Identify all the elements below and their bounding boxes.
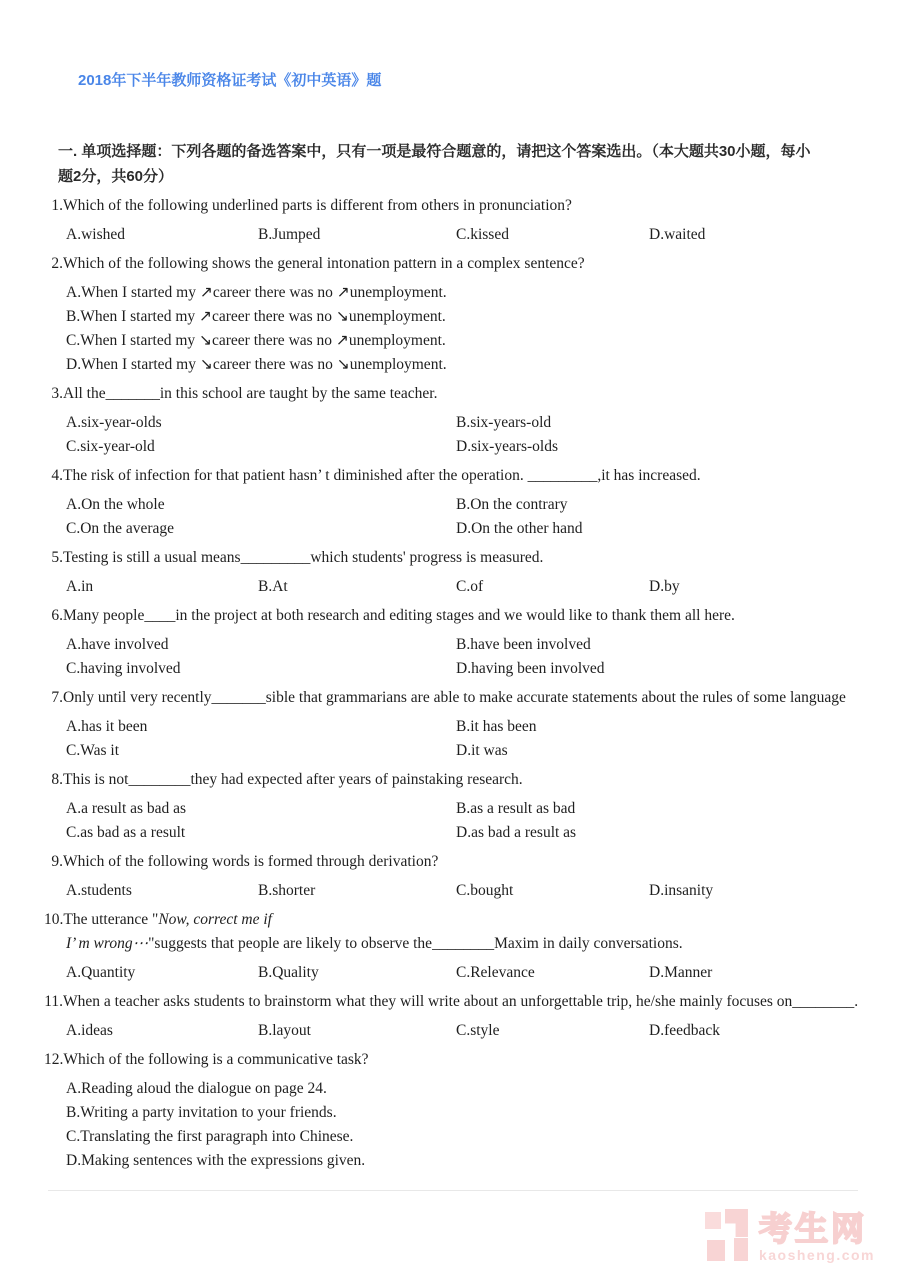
options-row	[0, 961, 900, 985]
option-a: A.a result as bad as	[66, 800, 187, 817]
question-text: "suggests that people are likely to observe the________Maxim in daily conversations.	[148, 935, 683, 952]
question-stem	[0, 1048, 900, 1072]
question-number: 8.	[51, 771, 63, 788]
question-stem	[0, 604, 900, 628]
option-a: A.ideas	[66, 1022, 113, 1039]
logo-block	[705, 1212, 721, 1229]
question-11	[0, 990, 900, 1043]
question-stem	[0, 850, 900, 874]
option-a: A.six-year-olds	[66, 414, 162, 431]
option-d: D.insanity	[649, 882, 714, 899]
option-c: C.On the average	[66, 520, 175, 537]
option-b: B.Jumped	[258, 226, 321, 243]
options-list	[0, 1077, 900, 1173]
question-1	[0, 194, 900, 247]
question-number: 3.	[51, 385, 63, 402]
kaosheng-logo-icon	[703, 1209, 749, 1263]
question-text: When a teacher asks students to brainstorm what they will write about an unforgettable trip, he/she mainly focuses on________.	[63, 993, 859, 1010]
option-a: A.Reading aloud the dialogue on page 24.	[66, 1080, 327, 1097]
question-text: Which of the following is a communicative task?	[63, 1051, 369, 1068]
option-b: B.Quality	[258, 964, 319, 981]
question-list	[0, 194, 900, 1173]
option-a: A.have involved	[66, 636, 169, 653]
option-c: C.six-year-old	[66, 438, 155, 455]
question-number: 2.	[51, 255, 63, 272]
kaosheng-watermark	[703, 1209, 875, 1263]
question-text: Testing is still a usual means_________which students' progress is measured.	[63, 549, 544, 566]
section-instructions: 一. 单项选择题：下列各题的备选答案中，只有一项是最符合题意的，请把这个答案选出。（本大题共30小题，每小题2分，共60分）	[58, 143, 811, 185]
option-d: D.waited	[649, 226, 706, 243]
question-number: 5.	[51, 549, 63, 566]
option-b: B.layout	[258, 1022, 311, 1039]
question-text: Only until very recently_______sible that grammarians are able to make accurate statements about the rules of some language	[63, 689, 846, 706]
question-number: 6.	[51, 607, 63, 624]
question-number: 10.	[44, 911, 64, 928]
option-d: D.by	[649, 578, 680, 595]
question-12	[0, 1048, 900, 1173]
options-grid	[0, 633, 900, 681]
option-d: D.as bad a result as	[456, 824, 577, 841]
options-grid	[0, 715, 900, 763]
question-3	[0, 382, 900, 459]
question-number: 11.	[44, 993, 63, 1010]
exam-title: 2018年下半年教师资格证考试《初中英语》题	[78, 72, 382, 89]
option-a: A.When I started my ↗career there was no ↗unemployment.	[66, 284, 447, 301]
question-stem	[0, 464, 900, 488]
question-number: 12.	[44, 1051, 64, 1068]
options-grid	[0, 411, 900, 459]
option-b: B.as a result as bad	[456, 800, 576, 817]
option-b: B.At	[258, 578, 288, 595]
option-b: B.have been involved	[456, 636, 591, 653]
question-stem	[0, 768, 900, 792]
options-list	[0, 281, 900, 377]
option-c: C.of	[456, 578, 484, 595]
question-5	[0, 546, 900, 599]
option-d: D.having been involved	[456, 660, 605, 677]
question-stem	[0, 908, 900, 932]
option-c: C.Translating the first paragraph into Chinese.	[66, 1128, 354, 1145]
question-stem	[0, 990, 900, 1014]
option-c: C.as bad as a result	[66, 824, 186, 841]
option-d: D.When I started my ↘career there was no ↘unemployment.	[66, 356, 447, 373]
question-text: All the_______in this school are taught by the same teacher.	[63, 385, 438, 402]
question-8	[0, 768, 900, 845]
question-10	[0, 908, 900, 985]
question-stem	[0, 546, 900, 570]
options-row	[0, 879, 900, 903]
options-row	[0, 575, 900, 599]
option-c: C.Was it	[66, 742, 120, 759]
options-grid	[0, 797, 900, 845]
watermark-site-url: kaosheng.com	[758, 1247, 875, 1263]
question-stem-continued	[0, 932, 900, 956]
watermark-text	[759, 1211, 875, 1263]
logo-block	[725, 1209, 748, 1237]
question-2	[0, 252, 900, 377]
option-c: C.bought	[456, 882, 514, 899]
question-number: 4.	[51, 467, 63, 484]
option-c: C.Relevance	[456, 964, 535, 981]
option-b: B.six-years-old	[456, 414, 552, 431]
question-text: Which of the following underlined parts is different from others in pronunciation?	[63, 197, 572, 214]
option-b: B.On the contrary	[456, 496, 568, 513]
question-text: Which of the following shows the general intonation pattern in a complex sentence?	[63, 255, 585, 272]
option-d: D.Manner	[649, 964, 713, 981]
option-a: A.On the whole	[66, 496, 165, 513]
question-number: 9.	[51, 853, 63, 870]
question-4	[0, 464, 900, 541]
option-c: C.kissed	[456, 226, 509, 243]
question-text: This is not________they had expected after years of painstaking research.	[63, 771, 523, 788]
option-b: B.shorter	[258, 882, 316, 899]
logo-block	[734, 1238, 748, 1261]
options-row	[0, 1019, 900, 1043]
option-d: D.Making sentences with the expressions given.	[66, 1152, 366, 1169]
question-text: Which of the following words is formed through derivation?	[63, 853, 439, 870]
question-text: The utterance "	[63, 911, 159, 928]
option-d: D.On the other hand	[456, 520, 583, 537]
option-a: A.wished	[66, 226, 125, 243]
option-c: C.having involved	[66, 660, 181, 677]
options-grid	[0, 493, 900, 541]
question-number: 1.	[51, 197, 63, 214]
question-stem	[0, 194, 900, 218]
option-a: A.in	[66, 578, 94, 595]
watermark-site-name: 考生网	[758, 1210, 867, 1247]
question-text: The risk of infection for that patient hasn’ t diminished after the operation. _________,it has increased.	[63, 467, 701, 484]
option-a: A.has it been	[66, 718, 148, 735]
option-b: B.Writing a party invitation to your friends.	[66, 1104, 337, 1121]
question-text-italic: I’ m wrong⋯	[66, 935, 149, 952]
footer-divider	[48, 1190, 858, 1191]
question-number: 7.	[51, 689, 63, 706]
option-d: D.it was	[456, 742, 508, 759]
question-9	[0, 850, 900, 903]
question-stem	[0, 382, 900, 406]
option-c: C.style	[456, 1022, 500, 1039]
option-b: B.When I started my ↗career there was no ↘unemployment.	[66, 308, 446, 325]
option-d: D.six-years-olds	[456, 438, 559, 455]
option-a: A.students	[66, 882, 132, 899]
option-a: A.Quantity	[66, 964, 136, 981]
option-c: C.When I started my ↘career there was no ↗unemployment.	[66, 332, 446, 349]
logo-block	[707, 1240, 725, 1261]
question-text: Many people____in the project at both research and editing stages and we would like to thank them all here.	[63, 607, 735, 624]
question-6	[0, 604, 900, 681]
question-7	[0, 686, 900, 763]
option-b: B.it has been	[456, 718, 537, 735]
options-row	[0, 223, 900, 247]
question-stem	[0, 252, 900, 276]
question-stem	[0, 686, 900, 710]
option-d: D.feedback	[649, 1022, 720, 1039]
question-text-italic: Now, correct me if	[158, 911, 272, 928]
